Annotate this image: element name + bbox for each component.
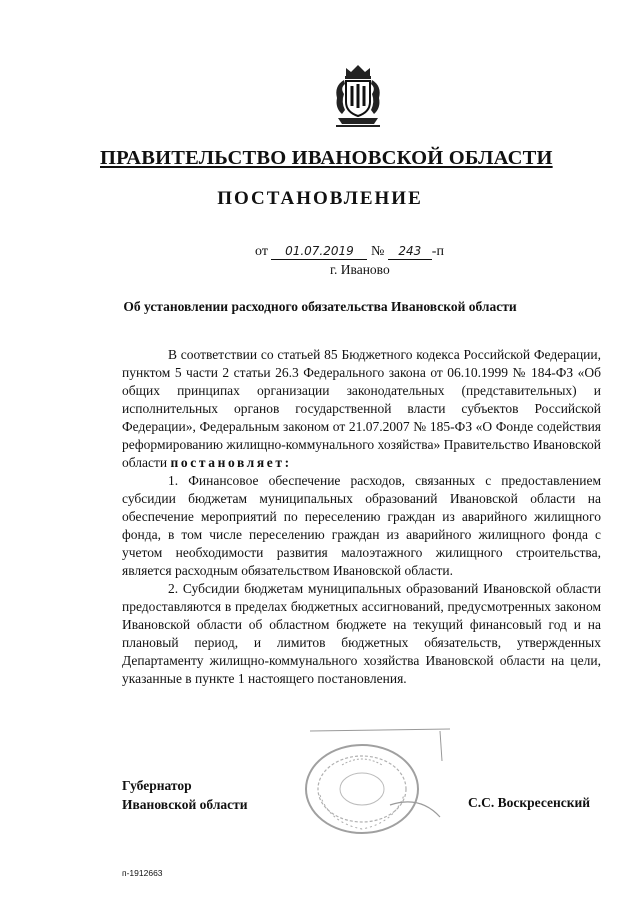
document-subject: Об установлении расходного обязательства Ивановской области	[123, 299, 517, 314]
point-1-paragraph: 1. Финансовое обеспечение расходов, связанных с предоставлением субсидии бюджетам муниципальных образований Ивановской области на обеспечение мероприятий по переселению граждан из аварийного жилищного фонда, в том числе переселению граждан из аварийного жилищного фонда с учетом необходимости развития малоэтажного жилищного строительства, является расходным обязательством Ивановской области.	[122, 473, 601, 578]
signatory-name: С.С. Воскресенский	[468, 795, 591, 810]
position-line-1: Губернатор	[122, 778, 192, 793]
signatory-position	[122, 776, 248, 814]
document-code: п-1912663	[122, 868, 163, 878]
document-type-title: ПОСТАНОВЛЕНИЕ	[217, 188, 423, 209]
resolve-word: постановляет:	[170, 455, 292, 470]
number-suffix: -п	[431, 244, 444, 259]
city-label: г. Иваново	[330, 262, 390, 277]
handwritten-date: 01.07.2019	[271, 244, 367, 260]
date-number-line	[255, 244, 444, 260]
coat-of-arms-icon	[332, 62, 384, 130]
intro-text: В соответствии со статьей 85 Бюджетного кодекса Российской Федерации, пунктом 5 части 2 статьи 26.3 Федерального закона от 06.10.1999 № 184-ФЗ «Об общих принципах организации законодательных (представительных) и исполнительных органов государственной власти субъектов Российской Федерации», Федеральным законом от 21.07.2007 № 185-ФЗ «О Фонде содействия реформированию жилищно-коммунального хозяйства» Правительство Ивановской области	[122, 347, 601, 470]
date-prefix: от	[255, 244, 268, 259]
point-2-paragraph: 2. Субсидии бюджетам муниципальных образований Ивановской области предоставляются в пределах бюджетных ассигнований, предусмотренных законом Ивановской области об областном бюджете на текущий финансовый год и на плановый период, и лимитов бюджетных обязательств, утвержденных Департаменту жилищно-коммунального хозяйства Ивановской области на цели, указанные в пункте 1 настоящего постановления.	[122, 581, 601, 686]
government-title: ПРАВИТЕЛЬСТВО ИВАНОВСКОЙ ОБЛАСТИ	[100, 147, 553, 169]
number-prefix: №	[370, 244, 385, 259]
position-line-2: Ивановской области	[122, 797, 248, 812]
official-stamp-seal	[290, 725, 458, 837]
intro-paragraph	[122, 346, 601, 472]
handwritten-number: 243	[388, 244, 432, 260]
document-body	[122, 346, 601, 688]
